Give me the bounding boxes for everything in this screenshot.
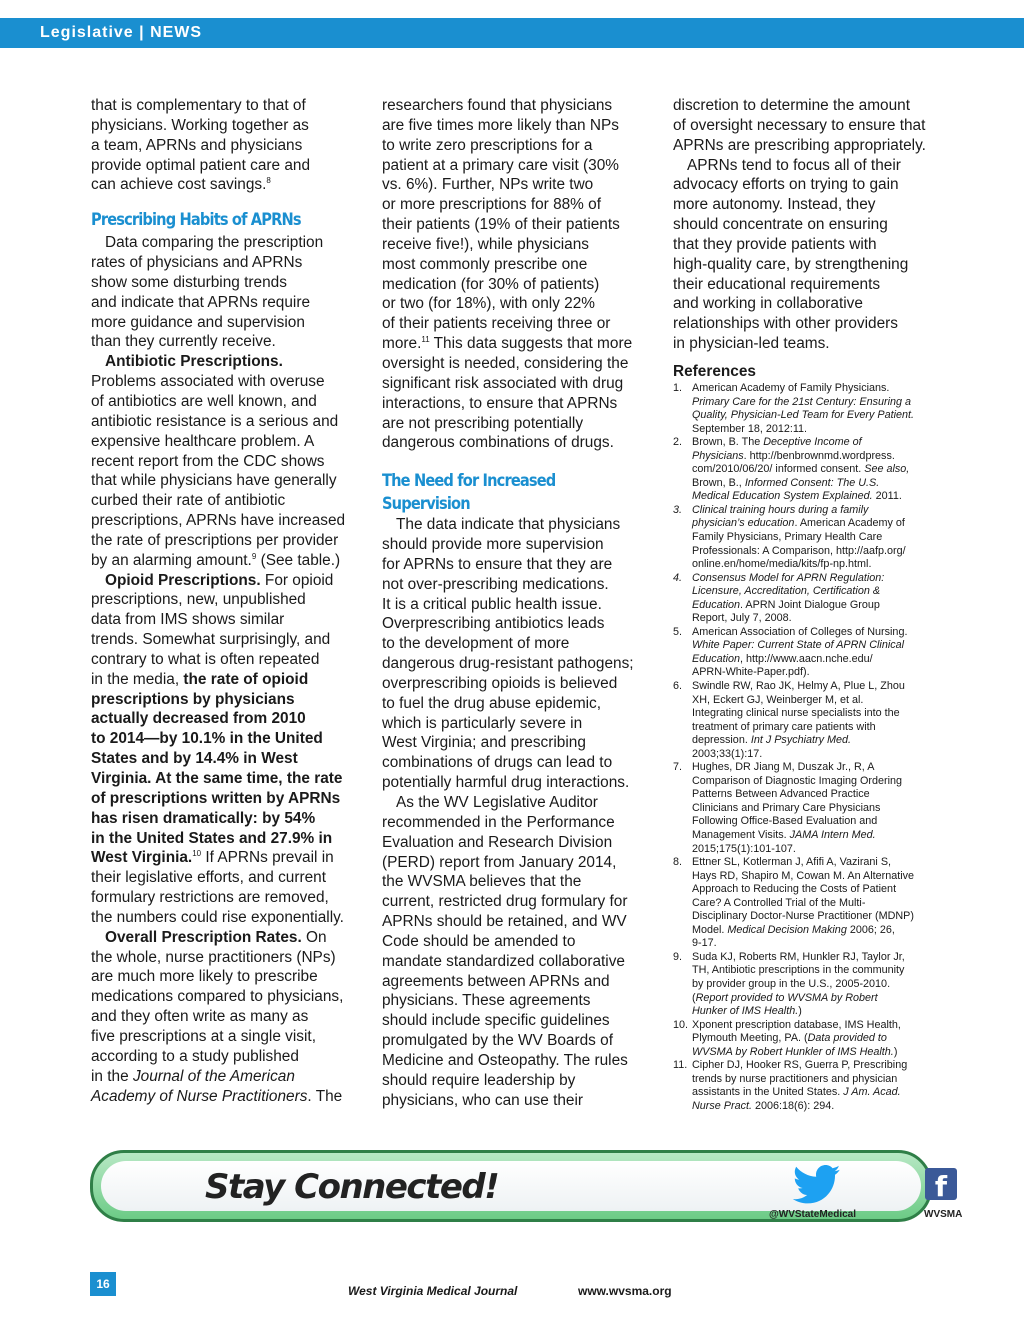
reference-line: American Academy of Family Physicians. — [692, 381, 890, 394]
reference-line: Family Physicians, Primary Health Care — [692, 530, 883, 543]
text-line: West Virginia.$^{10}$ If APRNs prevail in — [91, 849, 334, 867]
reference-line: Comparison of Diagnostic Imaging Ordering — [692, 774, 903, 787]
reference-item — [673, 1059, 937, 1113]
text-line: prescriptions, APRNs have increased — [91, 512, 346, 530]
text-line: agreements between APRNs and — [382, 972, 610, 990]
text-line: prescriptions, new, unpublished — [91, 591, 306, 609]
reference-line: Ettner SL, Kotlerman J, Afifi A, Vazirani S, — [692, 856, 892, 869]
column-3 — [673, 96, 937, 1114]
text-line: physicians. These agreements — [382, 992, 591, 1010]
reference-item — [673, 1019, 937, 1060]
col3-paragraph-2 — [673, 156, 937, 354]
reference-line: WVSMA by Robert Hunkler of IMS Health.) — [692, 1045, 898, 1058]
text-line: of their patients receiving three or — [382, 315, 611, 333]
text-line: actually decreased from 2010 — [91, 710, 306, 728]
text-line: in physician-led teams. — [673, 335, 830, 353]
reference-line: (Report provided to WVSMA by Robert — [692, 991, 878, 1004]
reference-line: Model. Medical Decision Making 2006; 26, — [692, 923, 895, 936]
text-line: dangerous combinations of drugs. — [382, 434, 614, 452]
text-line: can achieve cost savings.$^8$ — [91, 176, 271, 194]
text-line: (PERD) report from January 2014, — [382, 853, 617, 871]
reference-line: 2015;175(1):101-107. — [692, 842, 796, 855]
reference-number: 11. — [673, 1059, 688, 1072]
reference-number: 9. — [673, 950, 683, 963]
reference-line: American Association of Colleges of Nursing. — [692, 625, 908, 638]
banner-title: Stay Connected! — [205, 1167, 499, 1207]
facebook-f-icon[interactable]: f — [925, 1168, 957, 1200]
col1-opioid-rest — [91, 868, 363, 928]
facebook-label[interactable]: WVSMA — [924, 1209, 963, 1220]
text-line: mandate standardized collaborative — [382, 952, 625, 970]
text-line: Medicine and Osteopathy. The rules — [382, 1051, 628, 1069]
text-line: Code should be amended to — [382, 932, 576, 950]
reference-item — [673, 626, 937, 680]
text-line: APRNs should be retained, and WV — [382, 913, 627, 931]
reference-line: White Paper: Current State of APRN Clinical — [692, 639, 905, 652]
text-line: for APRNs to ensure that they are — [382, 555, 613, 573]
text-line: that while physicians have generally — [91, 472, 337, 490]
text-line: formulary restrictions are removed, — [91, 889, 329, 907]
text-line: not over-prescribing medications. — [382, 575, 609, 593]
col3-paragraph-1 — [673, 96, 937, 156]
reference-line: Brown, B., Informed Consent: The U.S. — [692, 476, 880, 489]
reference-number: 10. — [673, 1018, 689, 1031]
reference-line: Integrating clinical nurse specialists into the — [692, 707, 900, 720]
reference-line: Hunker of IMS Health.) — [692, 1005, 802, 1018]
reference-line: Nurse Pract. 2006:18(6): 294. — [692, 1099, 835, 1112]
text-line: five prescriptions at a single visit, — [91, 1027, 316, 1045]
text-line: are much more likely to prescribe — [91, 968, 318, 986]
text-line: their patients (19% of their patients — [382, 216, 620, 234]
text-line: of antibiotics are well known, and — [91, 392, 317, 410]
text-line: antibiotic resistance is a serious and — [91, 412, 339, 430]
reference-line: treatment of primary care patients with — [692, 720, 876, 733]
text-line: Evaluation and Research Division — [382, 833, 613, 851]
reference-item — [673, 761, 937, 856]
reference-line: Plymouth Meeting, PA. (Data provided to — [692, 1032, 887, 1045]
stay-connected-banner — [90, 1150, 963, 1222]
section-title: Legislative | NEWS — [40, 24, 203, 41]
column-2 — [382, 96, 650, 1111]
reference-line: Consensus Model for APRN Regulation: — [692, 571, 885, 584]
text-line: West Virginia; and prescribing — [382, 734, 586, 752]
text-line: Problems associated with overuse — [91, 373, 325, 391]
text-line: Overprescribing antibiotics leads — [382, 615, 605, 633]
reference-item — [673, 572, 937, 626]
text-line: Virginia. At the same time, the rate — [91, 770, 343, 787]
text-line: receive five!), while physicians — [382, 235, 589, 253]
reference-item — [673, 504, 937, 572]
references-list — [673, 382, 937, 1114]
text-line: of prescriptions written by APRNs — [91, 789, 341, 807]
text-line: patient at a primary care visit (30% — [382, 156, 619, 174]
text-line: Opioid Prescriptions. For opioid — [105, 571, 334, 589]
reference-line: 9-17. — [692, 937, 717, 950]
text-line: significant risk associated with drug — [382, 374, 624, 392]
reference-line: Patterns Between Advanced Practice — [692, 788, 870, 801]
text-line: or two (for 18%), with only 22% — [382, 295, 595, 313]
reference-line: Clinical training hours during a family — [692, 503, 869, 516]
text-line: more.$^{11}$ This data suggests that more — [382, 335, 633, 353]
text-line: data from IMS shows similar — [91, 611, 285, 629]
reference-number: 8. — [673, 856, 683, 869]
reference-item — [673, 680, 937, 761]
reference-item — [673, 856, 937, 951]
text-line: a team, APRNs and physicians — [91, 136, 303, 154]
col2-paragraph-2 — [382, 515, 650, 793]
text-line: show some disturbing trends — [91, 273, 287, 291]
text-line: of oversight necessary to ensure that — [673, 116, 926, 134]
text-line: Academy of Nurse Practitioners. The — [91, 1087, 343, 1105]
text-line: to 2014—by 10.1% in the United — [91, 730, 323, 748]
reference-line: trends by nurse practitioners and physician — [692, 1072, 898, 1085]
col1-paragraph-2 — [91, 233, 363, 352]
col1-antibiotic-paragraph — [91, 372, 363, 551]
text-line: should concentrate on ensuring — [673, 216, 888, 234]
reference-number: 1. — [673, 381, 683, 394]
reference-line: September 18, 2012:11. — [692, 422, 808, 435]
reference-item — [673, 436, 937, 504]
reference-line: Medical Education System Explained. 2011. — [692, 490, 902, 503]
reference-item — [673, 382, 937, 436]
reference-line: Education, http://www.aacn.nche.edu/ — [692, 652, 873, 665]
text-line: States and by 14.4% in West — [91, 750, 298, 768]
heading-need-supervision-1: The Need for Increased — [382, 471, 556, 492]
text-line: are five times more likely than NPs — [382, 116, 619, 134]
reference-line: Following Office-Based Evaluation and — [692, 815, 878, 828]
text-line: more autonomy. Instead, they — [673, 196, 876, 214]
text-line: recent report from the CDC shows — [91, 452, 325, 470]
reference-number: 5. — [673, 625, 683, 638]
text-line: the rate of prescriptions per provider — [91, 531, 339, 549]
reference-line: Professionals: A Comparison, http://aafp.org/ — [692, 544, 906, 557]
text-line: physicians, who can use their — [382, 1091, 584, 1109]
text-line: more guidance and supervision — [91, 313, 305, 331]
reference-line: Care? A Controlled Trial of the Multi- — [692, 896, 866, 909]
twitter-bird-icon[interactable] — [791, 1165, 843, 1205]
text-line: Overall Prescription Rates. On — [105, 928, 327, 946]
text-line: their educational requirements — [673, 275, 881, 293]
text-line: in the media, the rate of opioid — [91, 670, 309, 688]
text-line: Data comparing the prescription — [105, 234, 324, 252]
col2-paragraph-1-rest — [382, 354, 650, 453]
text-line: in the United States and 27.9% in — [91, 829, 333, 847]
text-line: oversight is needed, considering the — [382, 354, 629, 372]
reference-number: 7. — [673, 761, 683, 774]
text-line: overprescribing opioids is believed — [382, 674, 618, 692]
reference-line: Management Visits. JAMA Intern Med. — [692, 829, 876, 842]
reference-line: APRN-White-Paper.pdf). — [692, 666, 810, 679]
text-line: potentially harmful drug interactions. — [382, 774, 630, 792]
reference-line: Approach to Reducing the Costs of Patient — [692, 883, 897, 896]
reference-line: com/2010/06/20/ informed consent. See also, — [692, 463, 910, 476]
reference-number: 4. — [673, 571, 683, 584]
reference-line: Hays RD, Shapiro M, Cowan M. An Alternative — [692, 869, 915, 882]
footer-url[interactable]: www.wvsma.org — [578, 1284, 672, 1298]
col1-opioid-bold — [91, 690, 363, 849]
text-line: advocacy efforts on trying to gain — [673, 176, 899, 194]
text-line: current, restricted drug formulary for — [382, 893, 628, 911]
text-line: As the WV Legislative Auditor — [396, 794, 598, 811]
text-line: APRNs tend to focus all of their — [687, 156, 901, 174]
reference-line: Suda KJ, Roberts RM, Hunkler RJ, Taylor Jr, — [692, 950, 905, 963]
text-line: which is particularly severe in — [382, 714, 583, 732]
reference-line: 2003;33(1):17. — [692, 747, 763, 760]
text-line: expensive healthcare problem. A — [91, 432, 315, 450]
reference-number: 2. — [673, 436, 683, 449]
reference-line: Swindle RW, Rao JK, Helmy A, Plue L, Zhou — [692, 680, 905, 692]
text-line: the WVSMA believes that the — [382, 873, 582, 891]
reference-line: depression. Int J Psychiatry Med. — [692, 734, 852, 747]
reference-number: 3. — [673, 503, 683, 516]
page-number: 16 — [90, 1272, 116, 1296]
reference-line: Licensure, Accreditation, Certification & — [692, 585, 881, 598]
reference-line: online.en/home/media/kits/fp-np.html. — [692, 558, 872, 571]
text-line: that is complementary to that of — [91, 97, 306, 114]
text-line: medication (for 30% of patients) — [382, 275, 600, 293]
text-line: recommended in the Performance — [382, 813, 615, 831]
text-line: prescriptions by physicians — [91, 690, 295, 708]
reference-item — [673, 951, 937, 1019]
text-line: combinations of drugs can lead to — [382, 754, 613, 772]
heading-prescribing-habits: Prescribing Habits of APRNs — [91, 210, 301, 231]
text-line: has risen dramatically: by 54% — [91, 809, 316, 827]
text-line: vs. 6%). Further, NPs write two — [382, 176, 594, 194]
reference-line: Report, July 7, 2008. — [692, 612, 792, 625]
text-line: The data indicate that physicians — [396, 516, 621, 534]
reference-line: Disciplinary Doctor-Nurse Practitioner (MDNP) — [692, 910, 914, 923]
reference-line: XH, Eckert GJ, Weinberger M, et al. — [692, 693, 864, 706]
text-line: It is a critical public health issue. — [382, 595, 602, 613]
text-line: APRNs are prescribing appropriately. — [673, 136, 926, 154]
reference-line: Education. APRN Joint Dialogue Group — [692, 598, 880, 611]
column-1 — [91, 96, 363, 1106]
text-line: that they provide patients with — [673, 235, 877, 253]
col2-paragraph-3 — [382, 793, 650, 1111]
reference-line: Quality, Physician-Led Team for Every Patient. — [692, 409, 915, 422]
reference-line: Physicians. http://benbrownmd.wordpress. — [692, 449, 895, 462]
subheading-overall: Overall Prescription Rates. — [105, 928, 302, 946]
text-line: and they often write as many as — [91, 1008, 309, 1026]
reference-line: by provider group in the U.S., 2005-2010. — [692, 978, 891, 991]
text-line: by an alarming amount.$^9$ (See table.) — [91, 551, 341, 569]
reference-line: Brown, B. The Deceptive Income of — [692, 436, 862, 449]
text-line: according to a study published — [91, 1047, 299, 1065]
text-line: to write zero prescriptions for a — [382, 136, 593, 154]
reference-line: Cipher DJ, Hooker RS, Guerra P, Prescribing — [692, 1059, 908, 1072]
reference-line: physician’s education. American Academy of — [692, 517, 905, 530]
text-line: trends. Somewhat surprisingly, and — [91, 631, 331, 649]
text-line: are not prescribing potentially — [382, 414, 584, 432]
reference-number: 6. — [673, 680, 683, 692]
text-line — [91, 352, 363, 372]
text-line: high-quality care, by strengthening — [673, 255, 909, 273]
text-line: physicians. Working together as — [91, 116, 309, 134]
text-line: curbed their rate of antibiotic — [91, 492, 286, 510]
text-line: researchers found that physicians — [382, 97, 613, 114]
heading-need-supervision-2: Supervision — [382, 494, 470, 515]
reference-line: Xponent prescription database, IMS Health, — [692, 1018, 901, 1031]
reference-line: Hughes, DR Jiang M, Duszak Jr., R, A — [692, 761, 875, 774]
text-line: should require leadership by — [382, 1071, 576, 1089]
text-line: relationships with other providers — [673, 315, 898, 333]
text-line: medications compared to physicians, — [91, 988, 344, 1006]
text-line: to the development of more — [382, 635, 570, 653]
reference-line: assistants in the United States. J Am. Acad. — [692, 1086, 901, 1099]
text-line: most commonly prescribe one — [382, 255, 588, 273]
col1-overall-paragraph — [91, 948, 363, 1067]
text-line: their legislative efforts, and current — [91, 869, 326, 887]
text-line: contrary to what is often repeated — [91, 650, 320, 668]
col2-paragraph-1 — [382, 96, 650, 334]
text-line: the numbers could rise exponentially. — [91, 908, 344, 926]
text-line: to fuel the drug abuse epidemic, — [382, 694, 602, 712]
references-heading: References — [673, 362, 756, 380]
text-line: or more prescriptions for 88% of — [382, 196, 601, 214]
text-line: provide optimal patient care and — [91, 156, 311, 174]
text-line: in the Journal of the American — [91, 1067, 295, 1085]
text-line: than they currently receive. — [91, 333, 276, 351]
text-line: the whole, nurse practitioners (NPs) — [91, 948, 336, 966]
subheading-antibiotic: Antibiotic Prescriptions. — [105, 353, 283, 371]
reference-line: Primary Care for the 21st Century: Ensuring a — [692, 395, 912, 408]
text-line: rates of physicians and APRNs — [91, 254, 303, 272]
text-line: interactions, to ensure that APRNs — [382, 394, 618, 412]
col1-paragraph-1 — [91, 96, 363, 175]
reference-line: TH, Antibiotic prescriptions in the community — [692, 964, 905, 977]
text-line: discretion to determine the amount — [673, 97, 910, 114]
text-line: and working in collaborative — [673, 295, 863, 313]
twitter-handle[interactable]: @WVStateMedical — [769, 1209, 856, 1220]
col1-opioid-paragraph — [91, 590, 363, 669]
reference-line: Clinicians and Primary Care Physicians — [692, 801, 881, 814]
text-line: should provide more supervision — [382, 536, 604, 554]
subheading-opioid: Opioid Prescriptions. — [105, 571, 261, 589]
footer-journal: West Virginia Medical Journal — [348, 1284, 518, 1298]
text-line: dangerous drug-resistant pathogens; — [382, 655, 634, 673]
text-line: should include specific guidelines — [382, 1012, 610, 1030]
text-line: and indicate that APRNs require — [91, 293, 311, 311]
text-line: promulgated by the WV Boards of — [382, 1032, 613, 1050]
